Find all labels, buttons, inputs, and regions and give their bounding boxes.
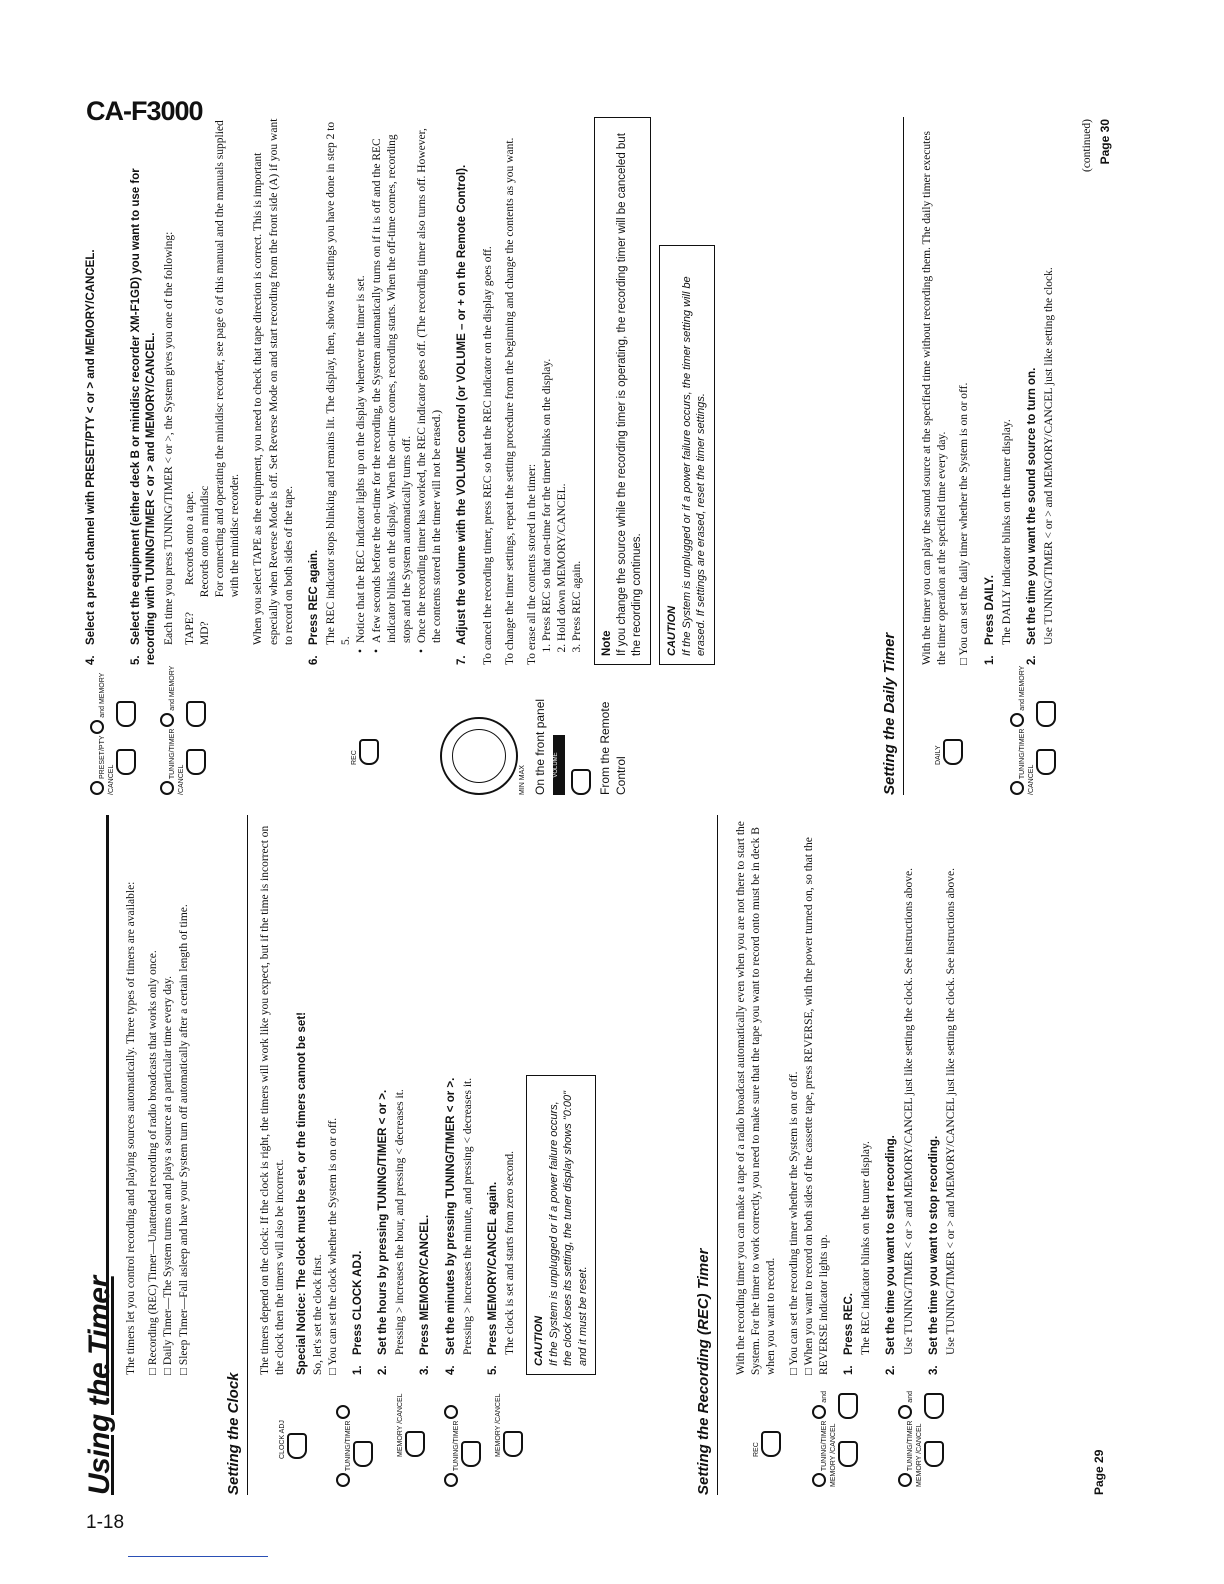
hand-press-icon (405, 1431, 425, 1457)
cancel-timer-text: To cancel the recording timer, press REC so that the REC indicator on the display goes off. (481, 246, 494, 665)
rec-step-3-detail: Use TUNING/TIMER < or > and MEMORY/CANCEL just like setting the clock. See instructions above. (944, 868, 957, 1355)
memory-label: MEMORY /CANCEL (916, 1423, 924, 1487)
erase-step: 3. Press REC again. (570, 117, 585, 641)
caution-heading: CAUTION (666, 605, 679, 656)
hand-press-icon (503, 1431, 523, 1457)
hand-press-icon (1036, 749, 1056, 775)
rec-label: REC (351, 750, 358, 765)
rec-step-6-detail: The REC indicator stops blinking and remains lit. The display, then, shows the settings you have done in step 2 to 5. (325, 121, 353, 645)
clock-caution-box (526, 1075, 596, 1375)
daily-step-1: 1.Press DAILY. (983, 575, 996, 665)
front-panel-caption: On the front panel (533, 698, 548, 795)
min-label: MIN (519, 782, 526, 795)
rec-label: REC (753, 1442, 760, 1457)
hand-press-icon (1036, 701, 1056, 727)
tape-direction-note: When you select TAPE as the equipment, you need to check that tape direction is correct. This is important especially when Reverse Mode is off. Set Reverse Mode on and start recording from the front side (A) if you want to record on both sides of the tape. (252, 118, 295, 645)
knob-icon (160, 781, 174, 795)
clock-step-3: 3.Press MEMORY/CANCEL. (419, 1214, 432, 1375)
knob-icon (336, 1473, 350, 1487)
right-illustrations (80, 665, 640, 795)
rec-bullet: □ You can set the recording timer whether the System is on or off. (787, 815, 802, 1375)
note-heading: Note (600, 630, 613, 656)
equipment-list (183, 117, 297, 665)
clock-step-2-detail: Pressing > increases the hour, and pressing < decreases it. (394, 1089, 407, 1355)
daily-label: DAILY (935, 745, 942, 765)
section-heading-daily: Setting the Daily Timer (880, 117, 904, 795)
clock-adj-label: CLOCK ADJ (279, 1420, 286, 1459)
hand-press-icon (359, 739, 379, 765)
daily-intro: With the timer you can play the sound source at the specified time without recording them. The daily timer executes the timer operation at the specified time every day. (921, 131, 949, 665)
max-label: MAX (519, 765, 526, 781)
and-label: and (821, 1391, 828, 1403)
preset-label: PRESET/PTY (99, 735, 106, 780)
memory-label: MEMORY /CANCEL (99, 672, 116, 795)
tuning-label: TUNING/TIMER (907, 1420, 914, 1472)
rec-step-1: 1.Press REC. (843, 1292, 856, 1375)
hand-press-icon (116, 749, 136, 775)
hand-press-icon (838, 1393, 858, 1419)
page-title: Using the Timer (83, 1276, 116, 1495)
clock-step-5: 5.Press MEMORY/CANCEL again. (486, 1181, 499, 1375)
hand-press-icon (116, 701, 136, 727)
knob-icon (90, 781, 104, 795)
hand-press-icon (943, 739, 963, 765)
clock-intro: The timers depend on the clock: If the clock is right, the timers will work like you expect, but if the time is incorrect on the clock then the timers will also be incorrect. (259, 825, 287, 1375)
rec-step-6-bullet: • A few seconds before the on-time for the recording, the System automatically turns on if it is off and the REC indicator blinks on the display. When the on-time comes, recording starts. When the off-time comes, recording stops and the System automatically turns off. (370, 117, 416, 643)
hand-press-icon (461, 1441, 481, 1467)
memory-label: MEMORY /CANCEL (830, 1423, 838, 1487)
right-column (80, 115, 1130, 795)
model-number: CA-F3000 (86, 96, 203, 126)
knob-icon (1010, 781, 1024, 795)
knob-icon (444, 1405, 458, 1419)
hand-press-icon (924, 1441, 944, 1467)
memory-label: MEMORY /CANCEL (397, 1393, 404, 1457)
rec-intro: With the recording timer you can make a tape of a radio broadcast automatically even when you are not there to start the System. For the timer to work correctly, you need to make sure that the tape you want to record onto must be in deck B when you want to record. (735, 821, 778, 1375)
knob-icon (336, 1405, 350, 1419)
rec-bullet: □ When you want to record on both sides of the cassette tape, press REVERSE, with the power turned on, so that the REVERSE indicator lights up. (802, 815, 832, 1375)
rec-step-7: 7.Adjust the volume with the VOLUME control (or VOLUME – or + on the Remote Control). (456, 164, 469, 665)
rec-step-5: 5.Select the equipment (either deck B or minidisc recorder XM-F1GD) you want to use for recording with TUNING/TIMER < or > and MEMORY/CANCEL. (130, 168, 158, 665)
intro-item: □ Daily Timer—The System turns on and plays a source at a particular time every day. (161, 815, 176, 1375)
memory-label: MEMORY /CANCEL (169, 665, 186, 795)
memory-label: MEMORY /CANCEL (1019, 665, 1036, 795)
hand-press-icon (186, 749, 206, 775)
caution-text: If the System is unplugged or if a power failure occurs, the timer setting will be erased. If settings are erased, reset the timer settings. (680, 276, 708, 656)
and-label: and (99, 706, 106, 718)
daily-bullet: □ You can set the daily timer whether the System is on or off. (957, 117, 972, 665)
remote-caption: From the Remote Control (598, 701, 629, 795)
rec-step-2: 2.Set the time you want to start recording. (885, 1135, 898, 1375)
rec-step-6-bullet: • Notice that the REC indicator lights up on the display whenever the timer is set. (354, 117, 369, 643)
erase-heading: To erase all the contents stored in the timer: (525, 463, 538, 665)
clock-step-1: 1.Press CLOCK ADJ. (351, 1250, 364, 1375)
daily-step-2-detail: Use TUNING/TIMER < or > and MEMORY/CANCEL just like setting the clock. (1043, 267, 1056, 645)
rec-body (734, 815, 959, 1375)
hand-press-icon (924, 1393, 944, 1419)
sheet-page-number: 1-18 (86, 1512, 125, 1533)
hand-press-icon (761, 1431, 781, 1457)
tuning-label: TUNING/TIMER (1019, 728, 1026, 780)
knob-icon (812, 1473, 826, 1487)
hand-press-icon (353, 1441, 373, 1467)
tuning-label: TUNING/TIMER (345, 1420, 352, 1472)
clock-illustrations (268, 1387, 538, 1487)
memory-label: MEMORY /CANCEL (495, 1393, 502, 1457)
knob-icon (1010, 713, 1024, 727)
knob-icon (898, 1405, 912, 1419)
daily-illustrations (930, 665, 1120, 795)
remote-volume-bar: VOLUME (553, 735, 565, 795)
note-text: If you change the source while the recording timer is operating, the recording timer will be canceled but the recording continues. (615, 133, 643, 656)
caution-text: If the System is unplugged or if a power failure occurs, the clock loses its setting, the tuner display shows "0:00" and it must be reset. (547, 1090, 589, 1366)
continued-label: (continued) (1081, 119, 1093, 173)
clock-step-5-detail: The clock is set and starts from zero second. (504, 1150, 517, 1355)
rec-step-1-detail: The REC indicator blinks on the tuner display. (860, 1141, 873, 1355)
volume-knob-icon (440, 717, 518, 795)
clock-body (258, 815, 604, 1375)
page-29-label: Page 29 (1092, 1449, 1106, 1495)
daily-body (920, 117, 1057, 665)
left-column (80, 805, 1130, 1495)
rec-step-4: 4.Select a preset channel with PRESET/PTY < or > and MEMORY/CANCEL. (85, 249, 97, 665)
rec-illustrations (740, 1387, 1000, 1487)
tuning-label: TUNING/TIMER (453, 1420, 460, 1472)
change-timer-text: To change the timer settings, repeat the setting procedure from the beginning and change the contents as you want. (503, 137, 516, 665)
right-body (80, 117, 723, 665)
hand-press-icon (838, 1441, 858, 1467)
clock-notice-2: So, let's set the clock first. (311, 1254, 324, 1375)
intro-item: □ Recording (REC) Timer—Unattended recording of radio broadcasts that works only once. (146, 815, 161, 1375)
section-heading-rec: Setting the Recording (REC) Timer (694, 815, 718, 1495)
section-heading-clock: Setting the Clock (224, 815, 248, 1495)
intro-item: □ Sleep Timer—Fall asleep and have your System turn off automatically after a certain length of time. (177, 815, 192, 1375)
clock-step-4: 4.Set the minutes by pressing TUNING/TIMER < or >. (444, 1077, 457, 1375)
and-label: and (1019, 699, 1026, 711)
and-label: and (169, 699, 176, 711)
hand-press-icon (186, 701, 206, 727)
daily-step-1-detail: The DAILY indicator blinks on the tuner display. (1000, 419, 1013, 645)
rec-step-6: 6.Press REC again. (307, 549, 320, 665)
hand-press-icon (571, 769, 591, 795)
note-box (594, 117, 652, 665)
knob-icon (898, 1473, 912, 1487)
erase-steps (540, 117, 586, 665)
tuning-label: TUNING/TIMER (821, 1420, 828, 1472)
erase-step: 1. Press REC so that on-time for the timer blinks on the display. (540, 117, 555, 641)
rec-step-6-bullets (354, 117, 445, 665)
knob-icon (444, 1473, 458, 1487)
rec-step-2-detail: Use TUNING/TIMER < or > and MEMORY/CANCEL just like setting the clock. See instructions above. (902, 868, 915, 1355)
clock-step-4-detail: Pressing > increases the minute, and pressing < decreases it. (461, 1077, 474, 1355)
intro-block (124, 815, 198, 1375)
rotated-manual-page (80, 115, 1130, 1495)
footer-link-line (128, 1556, 268, 1557)
clock-notice: Special Notice: The clock must be set, or the timers cannot be set! (296, 1012, 309, 1375)
knob-icon (812, 1405, 826, 1419)
and-label: and (907, 1391, 914, 1403)
title-rule (106, 815, 109, 1395)
erase-step: 2. Hold down MEMORY/CANCEL. (555, 117, 570, 641)
rec-step-3: 3.Set the time you want to stop recording. (927, 1135, 940, 1375)
rec-step-6-bullet: • Once the recording timer has worked, the REC indicator goes off. (The recording timer also turns off. However, the contents stored in the timer will not be erased.) (415, 117, 445, 643)
clock-step-2: 2.Set the hours by pressing TUNING/TIMER < or >. (377, 1089, 390, 1375)
hand-press-icon (287, 1433, 307, 1459)
caution-heading: CAUTION (533, 1315, 546, 1366)
equipment-md: MD? Records onto a minidisc For connecting and operating the minidisc recorder, see page 6 of this manual and the manuals supplied with the minidisc recorder. (198, 120, 242, 645)
knob-icon (90, 720, 104, 734)
equipment-tape: TAPE? Records onto a tape. (183, 491, 196, 645)
tuning-label: TUNING/TIMER (169, 728, 176, 780)
daily-step-2: 2.Set the time you want the sound source to turn on. (1025, 367, 1038, 665)
knob-icon (160, 713, 174, 727)
rec-step-5-detail: Each time you press TUNING/TIMER < or >, the System gives you one of the following: (162, 231, 175, 645)
clock-bullet: □ You can set the clock whether the System is on or off. (326, 815, 341, 1375)
timer-caution-box (659, 245, 715, 665)
intro-text: The timers let you control recording and playing sources automatically. Three types of timers are available: (125, 881, 137, 1375)
page-30-label: Page 30 (1098, 119, 1112, 165)
